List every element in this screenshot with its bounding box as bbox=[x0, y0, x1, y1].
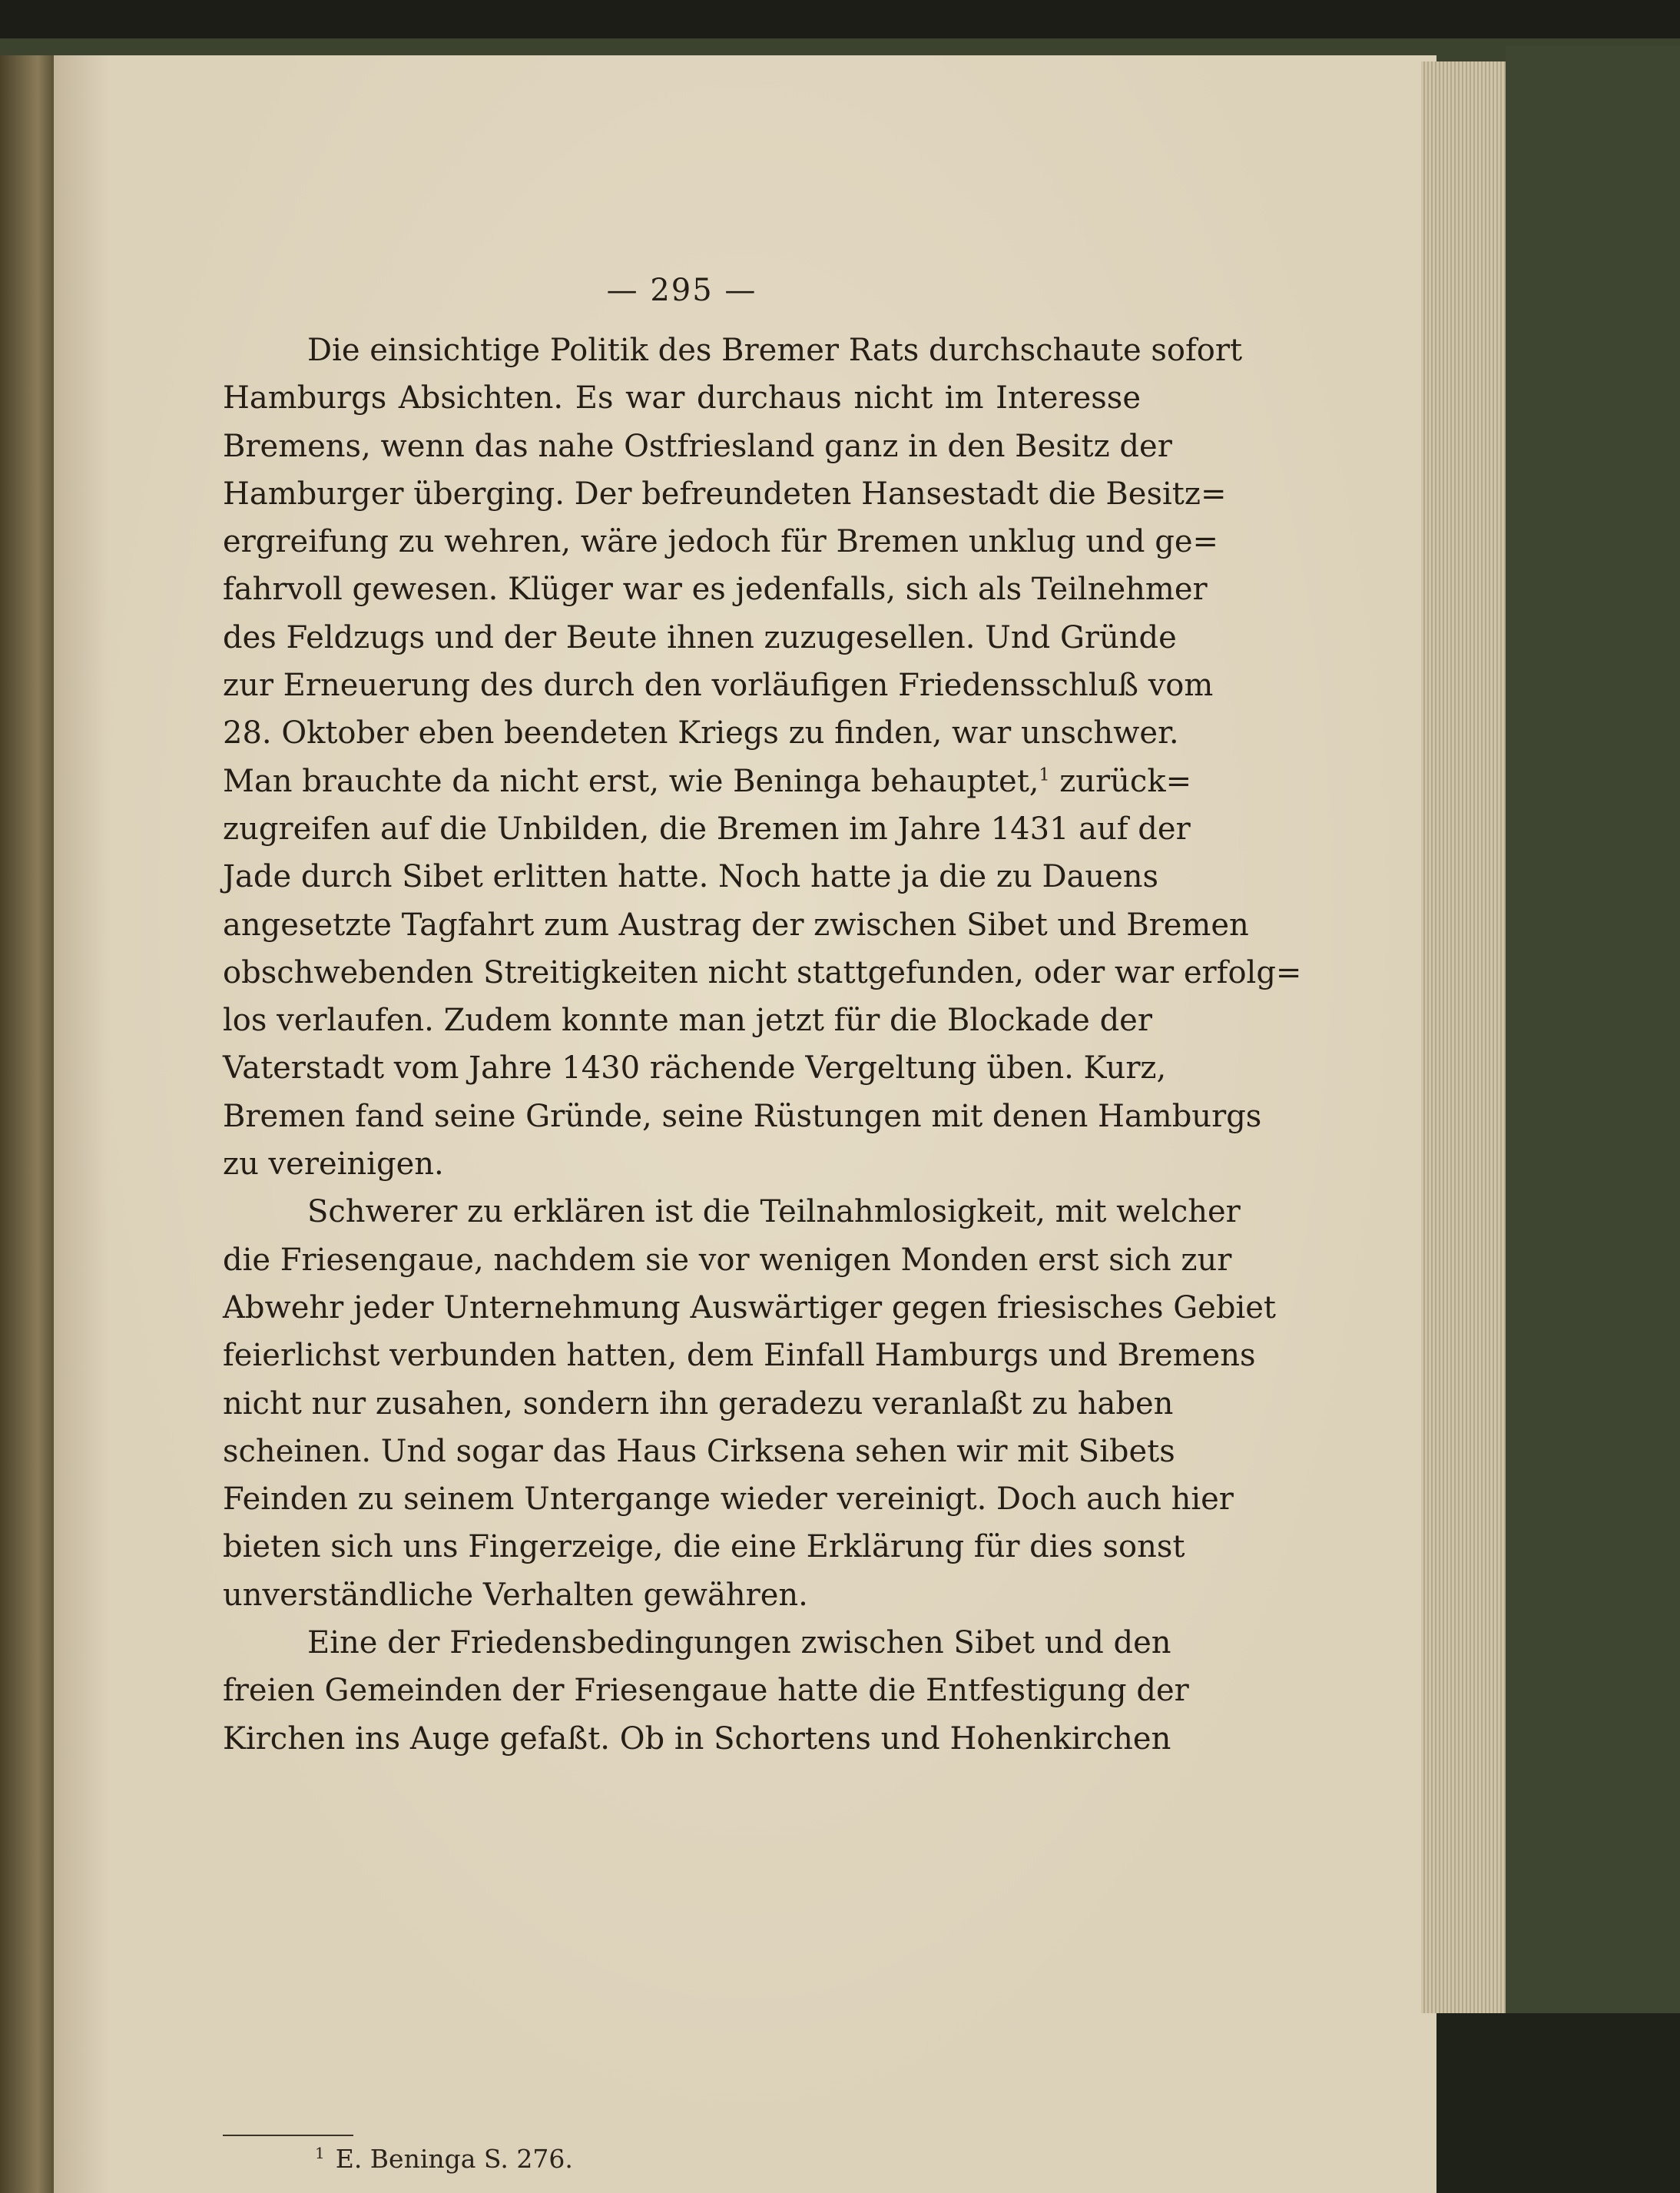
text-line bbox=[223, 1284, 1276, 1332]
text-line bbox=[223, 470, 1227, 518]
page-text-block bbox=[223, 273, 1302, 2174]
text-line bbox=[223, 1236, 1232, 1284]
footnote-text: E. Beninga S. 276. bbox=[335, 2144, 573, 2174]
line-text-continued: zurück= bbox=[1049, 763, 1192, 799]
text-line bbox=[223, 1619, 1171, 1667]
text-line bbox=[223, 997, 1152, 1044]
text-line bbox=[223, 1715, 1171, 1763]
line-text: nicht nur zusahen, sondern ihn geradezu veranlaßt zu haben bbox=[223, 1385, 1174, 1422]
text-line bbox=[223, 949, 1302, 997]
footnote-reference: 1 bbox=[1039, 765, 1050, 785]
text-line bbox=[223, 901, 1249, 949]
text-line bbox=[223, 709, 1179, 757]
line-text: des Feldzugs und der Beute ihnen zuzugesellen. Und Gründe bbox=[223, 619, 1177, 655]
text-line bbox=[223, 566, 1208, 613]
line-text: Jade durch Sibet erlitten hatte. Noch hatte ja die zu Dauens bbox=[223, 859, 1159, 895]
text-line bbox=[223, 758, 1192, 805]
line-text: Hamburger überging. Der befreundeten Hansestadt die Besitz= bbox=[223, 476, 1227, 512]
line-text: ergreifung zu wehren, wäre jedoch für Bremen unklug und ge= bbox=[223, 524, 1219, 560]
text-line bbox=[223, 374, 1141, 422]
line-text: Feinden zu seinem Untergange wieder vereinigt. Doch auch hier bbox=[223, 1481, 1234, 1518]
line-text: Eine der Friedensbedingungen zwischen Sibet und den bbox=[307, 1625, 1171, 1661]
line-text: feierlichst verbunden hatten, dem Einfall Hamburgs und Bremens bbox=[223, 1338, 1256, 1374]
text-line bbox=[223, 1140, 1141, 1188]
line-text: Hamburgs Absichten. Es war durchaus nicht im Interesse bbox=[223, 380, 1141, 416]
facing-page-edge bbox=[0, 55, 54, 2193]
page-block-edges bbox=[1421, 61, 1509, 2013]
text-line bbox=[223, 1188, 1241, 1236]
line-text: unverständliche Verhalten gewähren. bbox=[223, 1577, 808, 1613]
line-text: bieten sich uns Fingerzeige, die eine Erklärung für dies sonst bbox=[223, 1529, 1185, 1565]
text-line bbox=[223, 327, 1243, 374]
footnote bbox=[315, 2144, 573, 2174]
line-text: zugreifen auf die Unbilden, die Bremen im Jahre 1431 auf der bbox=[223, 811, 1191, 847]
line-text: Bremen fand seine Gründe, seine Rüstungen mit denen Hamburgs bbox=[223, 1098, 1262, 1134]
text-line bbox=[223, 1523, 1185, 1571]
line-text: angesetzte Tagfahrt zum Austrag der zwischen Sibet und Bremen bbox=[223, 907, 1249, 943]
book-cover-edge bbox=[1506, 46, 1680, 2029]
line-text: die Friesengaue, nachdem sie vor wenigen Monden erst sich zur bbox=[223, 1242, 1232, 1278]
line-text: zu vereinigen. bbox=[223, 1146, 444, 1183]
line-text: obschwebenden Streitigkeiten nicht stattgefunden, oder war erfolg= bbox=[223, 954, 1302, 990]
text-line bbox=[223, 1044, 1167, 1092]
line-text: scheinen. Und sogar das Haus Cirksena sehen wir mit Sibets bbox=[223, 1433, 1175, 1469]
text-line bbox=[223, 614, 1177, 662]
text-line bbox=[223, 423, 1172, 470]
bottom-shadow bbox=[1436, 2013, 1680, 2193]
text-line bbox=[223, 853, 1159, 901]
line-text: Man brauchte da nicht erst, wie Beninga behauptet, bbox=[223, 763, 1039, 799]
line-text: los verlaufen. Zudem konnte man jetzt für die Blockade der bbox=[223, 1003, 1152, 1039]
line-text: Die einsichtige Politik des Bremer Rats durchschaute sofort bbox=[307, 333, 1243, 368]
text-line bbox=[223, 1571, 1141, 1619]
text-line bbox=[223, 1667, 1189, 1714]
text-line bbox=[223, 805, 1191, 853]
line-text: zur Erneuerung des durch den vorläufigen Friedensschluß vom bbox=[223, 668, 1214, 704]
line-text: Kirchen ins Auge gefaßt. Ob in Schortens und Hohenkirchen bbox=[223, 1720, 1171, 1757]
line-text: Abwehr jeder Unternehmung Auswärtiger gegen friesisches Gebiet bbox=[223, 1289, 1276, 1325]
footnote-mark: 1 bbox=[315, 2144, 325, 2162]
text-line bbox=[223, 1380, 1174, 1428]
text-line bbox=[223, 1475, 1234, 1523]
text-line bbox=[223, 662, 1214, 709]
line-text: freien Gemeinden der Friesengaue hatte die Entfestigung der bbox=[223, 1673, 1189, 1709]
text-line bbox=[223, 1332, 1256, 1379]
line-text: Schwerer zu erklären ist die Teilnahmlosigkeit, mit welcher bbox=[307, 1194, 1241, 1230]
line-text: Bremens, wenn das nahe Ostfriesland ganz in den Besitz der bbox=[223, 428, 1172, 464]
line-text: fahrvoll gewesen. Klüger war es jedenfalls, sich als Teilnehmer bbox=[223, 572, 1208, 608]
line-text: Vaterstadt vom Jahre 1430 rächende Vergeltung üben. Kurz, bbox=[223, 1050, 1167, 1087]
text-line bbox=[223, 1093, 1262, 1140]
line-text: 28. Oktober eben beendeten Kriegs zu finden, war unschwer. bbox=[223, 715, 1179, 751]
page-number: — 295 — bbox=[606, 273, 757, 308]
text-line bbox=[223, 1428, 1175, 1475]
text-line bbox=[223, 518, 1219, 566]
footnote-rule bbox=[223, 2135, 353, 2136]
body-text bbox=[223, 327, 1302, 1763]
